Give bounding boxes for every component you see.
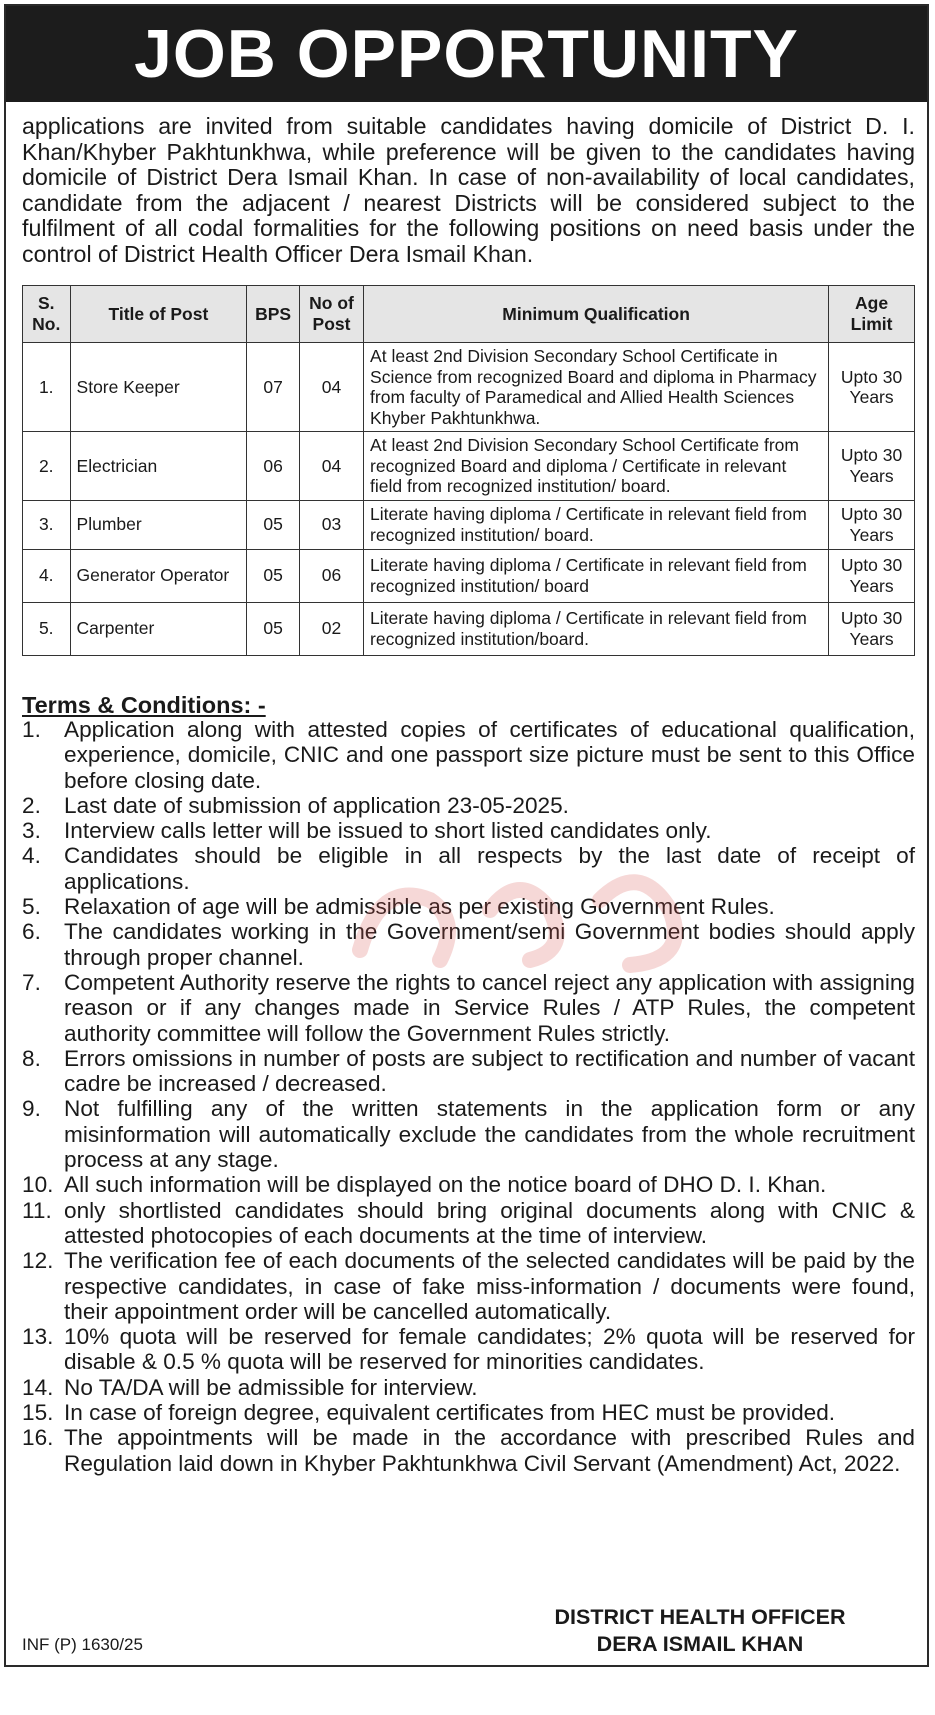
list-item [22,970,915,1046]
term-number: 16. [22,1425,54,1451]
term-number: 11. [22,1197,52,1223]
terms-heading: Terms & Conditions: - [22,692,266,718]
list-item [22,793,915,818]
term-text: Competent Authority reserve the rights to cancel reject any application with assigning reason or if any changes made in Service Rules / ATP Rules, the competent authority committee will follow the Government Rules strictly. [64,969,915,1046]
cell-age: Upto 30 Years [829,500,915,549]
table-row [23,602,915,655]
term-number: 2. [22,792,41,818]
cell-title: Carpenter [70,602,247,655]
term-text: only shortlisted candidates should bring original documents along with CNIC & attested photocopies of each documents at the time of interview. [64,1197,915,1248]
term-text: Candidates should be eligible in all respects by the last date of receipt of applications. [64,843,915,894]
cell-bps: 05 [247,549,300,602]
page-title: JOB OPPORTUNITY [134,16,799,92]
cell-title: Generator Operator [70,549,247,602]
term-text: Interview calls letter will be issued to short listed candidates only. [64,818,712,844]
term-text: The appointments will be made in the accordance with prescribed Rules and Regulation laid down in Khyber Pakhtunkhwa Civil Servant (Amendment) Act, 2022. [64,1425,915,1476]
cell-qualification: At least 2nd Division Secondary School Certificate from recognized Board and diploma / Certificate in relevant field from recognized institution/ board. [364,432,829,501]
cell-posts: 04 [299,432,363,501]
term-text: Application along with attested copies of certificates of educational qualification, experience, domicile, CNIC and one passport size picture must be sent to this Office before closing date. [64,717,915,793]
intro-paragraph: applications are invited from suitable candidates having domicile of District D. I. Khan/Khyber Pakhtunkhwa, while preference will be given to the candidates having domicile of District Dera Ismail Khan. In case of non-availability of local candidates, candidate from the adjacent / nearest Districts will be considered subject to the fulfilment of all codal formalities for the following positions on need basis under the control of District Health Officer Dera Ismail Khan. [22,113,915,267]
positions-table [22,285,915,656]
term-number: 12. [22,1248,54,1274]
term-number: 8. [22,1045,41,1071]
list-item [22,1375,915,1400]
term-text: Errors omissions in number of posts are subject to rectification and number of vacant cadre be increased / decreased. [64,1045,915,1097]
cell-qualification: Literate having diploma / Certificate in relevant field from recognized institution/ board [364,549,829,602]
table-header-row [23,286,915,343]
cell-qualification: At least 2nd Division Secondary School Certificate in Science from recognized Board and diploma in Pharmacy from faculty of Paramedical and Allied Health Sciences Khyber Pakhtunkhwa. [364,343,829,432]
cell-sno: 3. [23,500,71,549]
term-number: 14. [22,1374,54,1400]
cell-sno: 2. [23,432,71,501]
list-item [22,1248,915,1324]
term-number: 3. [22,818,41,844]
term-number: 10. [22,1172,54,1198]
cell-sno: 5. [23,602,71,655]
list-item [22,843,915,894]
header-banner [6,6,927,102]
term-text: Not fulfilling any of the written statements in the application form or any misinformation will automatically exclude the candidates from the whole recruitment process at any stage. [64,1096,915,1173]
cell-bps: 05 [247,602,300,655]
header-bps: BPS [247,286,300,343]
cell-posts: 04 [299,343,363,432]
term-number: 1. [22,717,41,742]
list-item [22,1324,915,1375]
terms-list [22,717,915,1476]
table-row [23,343,915,432]
cell-title: Plumber [70,500,247,549]
term-text: No TA/DA will be admissible for interview. [64,1374,478,1400]
header-qualification: Minimum Qualification [364,286,829,343]
list-item [22,1425,915,1476]
cell-bps: 06 [247,432,300,501]
list-item [22,1046,915,1097]
term-text: 10% quota will be reserved for female candidates; 2% quota will be reserved for disable & 0.5 % quota will be reserved for minorities candidates. [64,1324,915,1375]
cell-qualification: Literate having diploma / Certificate in relevant field from recognized institution/ board. [364,500,829,549]
list-item [22,818,915,843]
list-item [22,717,915,793]
list-item [22,894,915,919]
header-age: Age Limit [829,286,915,343]
term-text: Relaxation of age will be admissible as per existing Government Rules. [64,894,775,920]
table-row [23,432,915,501]
table-row [23,500,915,549]
term-number: 15. [22,1400,54,1426]
term-number: 5. [22,894,41,920]
cell-title: Store Keeper [70,343,247,432]
term-number: 7. [22,969,41,995]
list-item [22,1172,915,1197]
list-item [22,1400,915,1425]
header-title: Title of Post [70,286,247,343]
list-item [22,1096,915,1172]
term-text: In case of foreign degree, equivalent certificates from HEC must be provided. [64,1400,836,1426]
cell-qualification: Literate having diploma / Certificate in relevant field from recognized institution/board. [364,602,829,655]
term-text: The verification fee of each documents of the selected candidates will be paid by the respective candidates, in case of fake miss-information / documents were found, their appointment order will be cancelled automatically. [64,1248,915,1324]
cell-bps: 05 [247,500,300,549]
signature-block [520,1604,880,1658]
list-item [22,919,915,970]
term-number: 6. [22,919,41,945]
term-text: Last date of submission of application 23-05-2025. [64,792,569,818]
cell-sno: 4. [23,549,71,602]
cell-age: Upto 30 Years [829,432,915,501]
cell-posts: 02 [299,602,363,655]
term-text: All such information will be displayed on the notice board of DHO D. I. Khan. [64,1172,827,1198]
cell-age: Upto 30 Years [829,549,915,602]
signature-title: DISTRICT HEALTH OFFICER [554,1605,846,1629]
cell-sno: 1. [23,343,71,432]
signature-location: DERA ISMAIL KHAN [596,1632,804,1656]
term-number: 4. [22,843,41,869]
list-item [22,1198,915,1249]
term-text: The candidates working in the Government/semi Government bodies should apply through proper channel. [64,919,915,970]
cell-age: Upto 30 Years [829,343,915,432]
cell-title: Electrician [70,432,247,501]
reference-number: INF (P) 1630/25 [22,1635,143,1654]
term-number: 9. [22,1096,41,1122]
table-row [23,549,915,602]
cell-posts: 03 [299,500,363,549]
term-number: 13. [22,1324,54,1350]
header-sno: S. No. [23,286,71,343]
header-posts: No of Post [299,286,363,343]
cell-age: Upto 30 Years [829,602,915,655]
cell-posts: 06 [299,549,363,602]
cell-bps: 07 [247,343,300,432]
